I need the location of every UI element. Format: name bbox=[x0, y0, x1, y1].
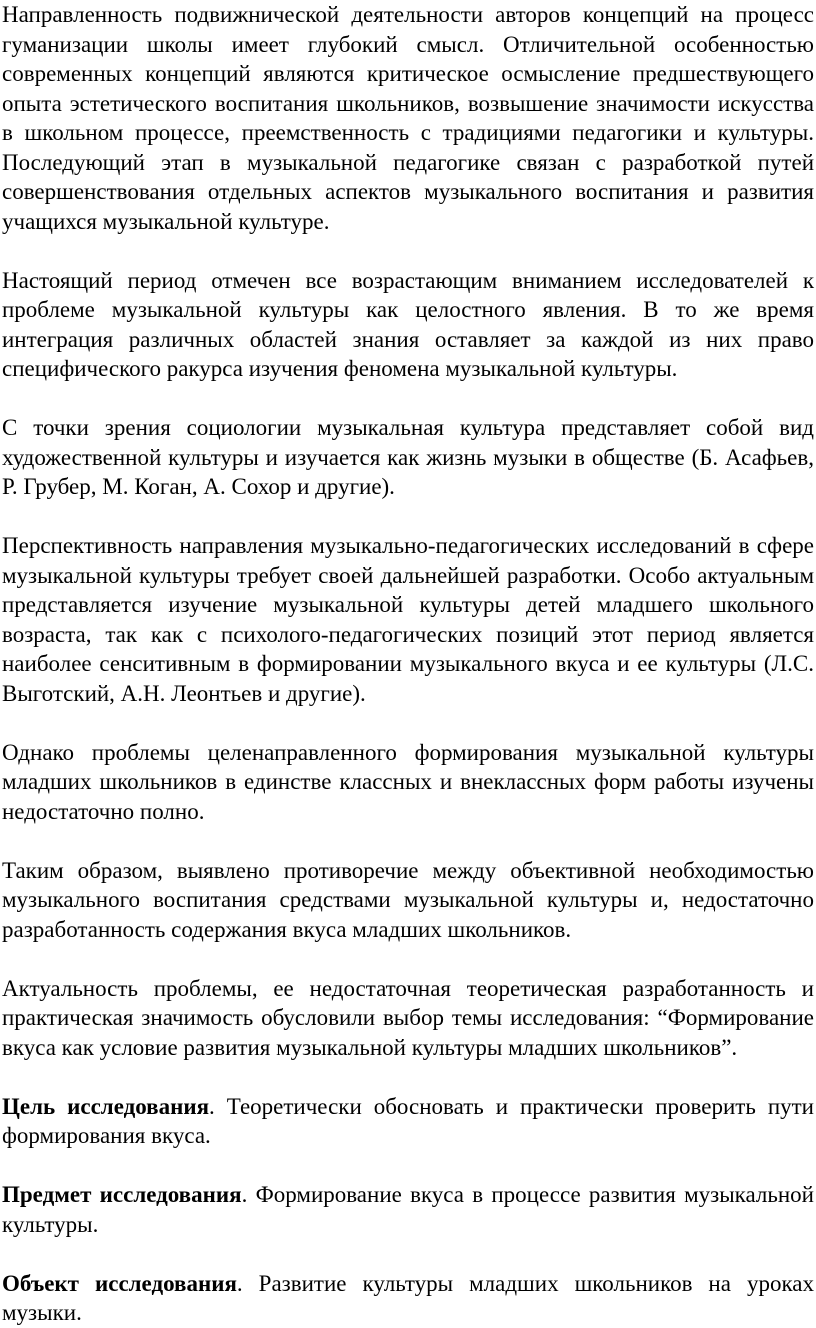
paragraph-gap bbox=[2, 1062, 814, 1092]
research-object-text: . Развитие культуры младших школьников на уроках музыки. bbox=[2, 1270, 814, 1325]
paragraph-sociology: С точки зрения социологии музыкальная культура представляет собой вид художественной культуры и изучается как жизнь музыки в обществе (Б. Асафьев, Р. Грубер, М. Коган, А. Сохор и другие). bbox=[2, 415, 814, 499]
paragraph-gap bbox=[2, 944, 814, 974]
research-object bbox=[2, 1269, 814, 1328]
paragraph-gap bbox=[2, 502, 814, 532]
paragraph-problems: Однако проблемы целенаправленного формирования музыкальной культуры младших школьников в единстве классных и внеклассных форм работы изучены недостаточно полно. bbox=[2, 739, 814, 824]
paragraph-perspective: Перспективность направления музыкально-педагогических исследований в сфере музыкальной культуры требует своей дальнейшей разработки. Особо актуальным представляется изучение музыкальной культуры детей младшего школьного возраста, так как с психолого-педагогических позиций этот период является наиболее сенситивным в формировании музыкального вкуса и ее культуры (Л.С. Выготский, А.Н. Леонтьев и другие). bbox=[2, 533, 814, 706]
research-object-label: Объект исследования bbox=[2, 1270, 237, 1296]
paragraph-gap bbox=[2, 1239, 814, 1269]
paragraph-gap bbox=[2, 826, 814, 856]
paragraph-contradiction: Таким образом, выявлено противоречие между объективной необходимостью музыкального воспитания средствами музыкальной культуры и, недостаточно разработанность содержания вкуса младших школьников. bbox=[2, 857, 814, 942]
research-goal-label: Цель исследования bbox=[2, 1093, 210, 1119]
paragraph-current-period: Настоящий период отмечен все возрастающим вниманием исследователей к проблеме музыкальной культуры как целостного явления. В то же время интеграция различных областей знания оставляет за каждой из них право специфического ракурса изучения феномена музыкальной культуры. bbox=[2, 267, 814, 381]
paragraph-gap bbox=[2, 236, 814, 266]
paragraph-gap bbox=[2, 708, 814, 738]
paragraph-gap bbox=[2, 384, 814, 414]
paragraph-intro: Направленность подвижнической деятельности авторов концепций на процесс гуманизации школы имеет глубокий смысл. Отличительной особенностью современных концепций являются критическое осмысление предшествующего опыта эстетического воспитания школьников, возвышение значимости искусства в школьном процессе, преемственность с традициями педагогики и культуры. Последующий этап в музыкальной педагогике связан с разработкой путей совершенствования отдельных аспектов музыкального воспитания и развития учащихся музыкальной культуре. bbox=[2, 2, 814, 234]
paragraph-gap bbox=[2, 1151, 814, 1181]
research-goal-text: . Теоретически обосновать и практически проверить пути формирования вкуса. bbox=[2, 1093, 814, 1148]
research-goal bbox=[2, 1092, 814, 1151]
research-subject-text: . Формирование вкуса в процессе развития музыкальной культуры. bbox=[2, 1182, 814, 1237]
research-subject bbox=[2, 1180, 814, 1239]
paragraph-relevance: Актуальность проблемы, ее недостаточная теоретическая разработанность и практическая значимость обусловили выбор темы исследования: “Формирование вкуса как условие развития музыкальной культуры младших школьников”. bbox=[2, 975, 814, 1060]
research-subject-label: Предмет исследования bbox=[2, 1182, 242, 1207]
